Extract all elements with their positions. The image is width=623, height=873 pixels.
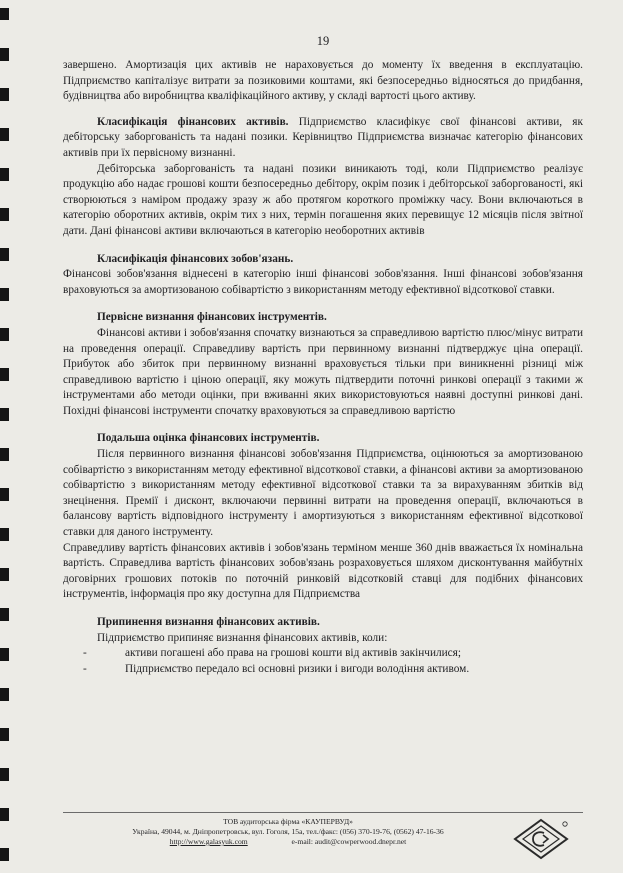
page-number: 19	[316, 34, 330, 48]
footer-email: e-mail: audit@cowperwood.dnepr.net	[291, 837, 407, 846]
page-footer	[63, 812, 583, 862]
heading-liabilities-classification: Класифікація фінансових зобов'язань.	[97, 252, 294, 265]
footer-contacts	[63, 837, 513, 847]
heading-asset-classification: Класифікація фінансових активів.	[97, 115, 289, 128]
heading-derecognition: Припинення визнання фінансових активів.	[97, 616, 320, 628]
footer-company: ТОВ аудиторська фірма «КАУПЕРВУД»	[223, 817, 353, 826]
list-item: - Підприємство передало всі основні ризики і вигоди володіння активом.	[63, 662, 583, 678]
heading-subsequent-measurement: Подальша оцінка фінансових інструментів.	[97, 432, 320, 445]
asset-classification-text: Підприємство класифікує свої фінансові активи, як дебіторську заборгованість та надані позики. Керівництво Підприємства визначає категорію фінансових активів при їх первісному визнанні.	[63, 115, 583, 159]
list-item: - активи погашені або права на грошові кошти від активів закінчилися;	[63, 646, 583, 662]
paragraph-amortization: завершено. Амортизація цих активів не нараховується до моменту їх введення в експлуатацію. Підприємство капіталізує витрати за позиковими коштами, які безпосередньо відносяться до придбання, будівництва або виробництва кваліфікаційного активу, у складі вартості цього активу.	[63, 59, 583, 103]
paragraph-liabilities: Фінансові зобов'язання віднесені в категорію інші фінансові зобов'язання. Інші фінансові зобов'язання враховуються за амортизованою собівартістю з використанням методу ефективної відсоткової ставки.	[63, 268, 583, 296]
derecognition-list	[63, 646, 583, 677]
paragraph-asset-classification	[63, 115, 583, 162]
paragraph-subsequent-measurement: Після первинного визнання фінансові зобов'язання Підприємства, оцінюються за амортизованою собівартістю з використанням методу ефективної відсоткової ставки, а фінансові активи за амортизованою собівартістю з використанням методу ефективної відсоткової ставки та за вирахуванням збитків від знецінення. Премії і дисконт, включаючи первинні витрати на проведення операції, включаються в балансову вартість відповідного інструменту і амортизуються з використанням ефективної відсоткової ставки для даного інструменту.	[63, 448, 583, 539]
footer-text	[63, 817, 513, 847]
footer-website-link[interactable]: http://www.galasyuk.com	[169, 837, 248, 846]
page-content	[63, 58, 583, 677]
heading-initial-recognition: Первісне визнання фінансових інструментів.	[97, 311, 327, 324]
paragraph-receivables: Дебіторська заборгованість та надані позики виникають тоді, коли Підприємство реалізує продукцію або надає грошові кошти безпосередньо дебітору, окрім позик і дебіторської заборгованості, які створюються з наміром продажу зразу ж або протягом короткого проміжку часу. Вони включаються в категорію оборотних активів, окрім тих з них, термін погашення яких перевищує 12 місяців після звітної дати. Дані фінансові активи включаються в категорію необоротних активів	[63, 162, 583, 237]
paragraph-derecognition: Підприємство припиняє визнання фінансових активів, коли:	[97, 631, 388, 644]
footer-divider	[63, 812, 583, 813]
footer-address: Україна, 49044, м. Дніпропетровськ, вул. Гоголя, 15а, тел./факс: (056) 370-19-76, (0562) 47-16-36	[132, 827, 444, 836]
paragraph-initial-recognition: Фінансові активи і зобов'язання спочатку визнаються за справедливою вартістю плюс/мінус витрати на проведення операції. Справедливу вартість при первинному визнанні підтверджує ціна операції. Прибуток або збиток при первинному визнанні враховується тільки при виникненні різниці між справедливою вартістю і ціною операції, яку можуть підтвердити поточні ринкові операції з такими ж інструментами або методи оцінки, при вживанні яких використовуються наявні доступні ринкові дані. Похідні фінансові інструменти спочатку враховуються за справедливою вартістю	[63, 326, 583, 417]
cowperwood-logo-icon	[513, 818, 569, 860]
paragraph-fair-value: Справедливу вартість фінансових активів і зобов'язань терміном менше 360 днів вважається їх номінальна вартість. Справедлива вартість фінансових зобов'язань розраховується шляхом дисконтування майбутніх договірних грошових потоків по поточній ринковій відсотковій ставці для подібних фінансових інструментів, інформація про яку доступна для Підприємства	[63, 541, 583, 601]
binding-strip	[0, 0, 10, 873]
